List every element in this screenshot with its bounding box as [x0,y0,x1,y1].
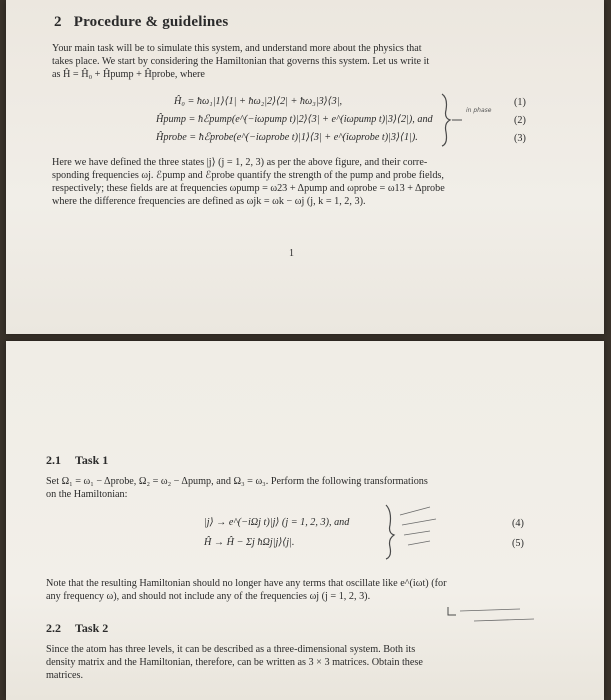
equation-number-5: (5) [512,538,524,549]
task1-line: Set Ω₁ = ω₁ − Δprobe, Ω₂ = ω₂ − Δpump, and Ω₃ = ω₃. Perform the following transformations [46,476,428,487]
document-page-2 [6,341,604,700]
page-number: 1 [289,248,294,259]
task2-line: matrices. [46,670,84,681]
equation-number-3: (3) [514,133,526,144]
subsection-heading-task1 [46,453,108,468]
subsection-number: 2.1 [46,453,61,467]
equation-number-4: (4) [512,518,524,529]
task1-line: on the Hamiltonian: [46,489,128,500]
equation-5: Ĥ → Ĥ − Σj ħΩj|j⟩⟨j|. [204,537,295,548]
note-paragraph [46,577,602,603]
note-line: any frequency ω), and should not include any of the frequencies ωj (j = 1, 2, 3). [46,591,371,602]
note-line: Note that the resulting Hamiltonian should no longer have any terms that oscillate like e^(iωt) (for [46,578,447,589]
definition-line: where the difference frequencies are defined as ωjk = ωk − ωj (j, k = 1, 2, 3). [52,196,366,207]
subsection-number: 2.2 [46,621,61,635]
intro-line: takes place. We start by considering the Hamiltonian that governs this system. Let us write it [52,56,430,67]
equation-1: Ĥ₀ = ħω₁|1⟩⟨1| + ħω₂|2⟩⟨2| + ħω₃|3⟩⟨3|, [174,96,343,107]
intro-paragraph [52,42,592,81]
equation-number-2: (2) [514,115,526,126]
definition-line: respectively; these fields are at frequencies ωpump = ω23 + Δpump and ωprobe = ω13 + Δprobe [52,183,445,194]
handwritten-bracket-icon [436,90,506,150]
intro-line: as Ĥ = Ĥ₀ + Ĥpump + Ĥprobe, where [52,69,205,80]
task2-line: Since the atom has three levels, it can be described as a three-dimensional system. Both its [46,644,416,655]
task2-line: density matrix and the Hamiltonian, therefore, can be written as 3 × 3 matrices. Obtain these [46,657,423,668]
subsection-heading-task2 [46,621,108,636]
document-page-1 [6,0,604,334]
equation-3: Ĥprobe = ħℰprobe(e^(−iωprobe t)|1⟩⟨3| + e^(iωprobe t)|3⟩⟨1|). [156,132,418,143]
task1-paragraph [46,475,602,501]
subsection-title: Task 2 [75,621,109,635]
definition-line: Here we have defined the three states |j⟩ (j = 1, 2, 3) as per the above figure, and their corre- [52,157,428,168]
handwritten-arrow-note-icon [444,603,554,629]
subsection-title: Task 1 [75,453,109,467]
definition-line: sponding frequencies ωj. ℰpump and ℰprobe quantify the strength of the pump and probe fields, [52,170,444,181]
equation-4: |j⟩ → e^(−iΩj t)|j⟩ (j = 1, 2, 3), and [204,517,350,528]
handwritten-note: in phase [466,107,492,114]
task2-paragraph [46,643,602,682]
definition-paragraph [52,156,600,208]
equation-2: Ĥpump = ħℰpump(e^(−iωpump t)|2⟩⟨3| + e^(iωpump t)|3⟩⟨2|), and [156,114,433,125]
section-title: Procedure & guidelines [73,14,229,30]
section-number: 2 [54,14,62,30]
equation-number-1: (1) [514,97,526,108]
intro-line: Your main task will be to simulate this system, and understand more about the physics that [52,43,422,54]
section-heading [54,14,228,31]
handwritten-scribble-icon [378,499,468,561]
